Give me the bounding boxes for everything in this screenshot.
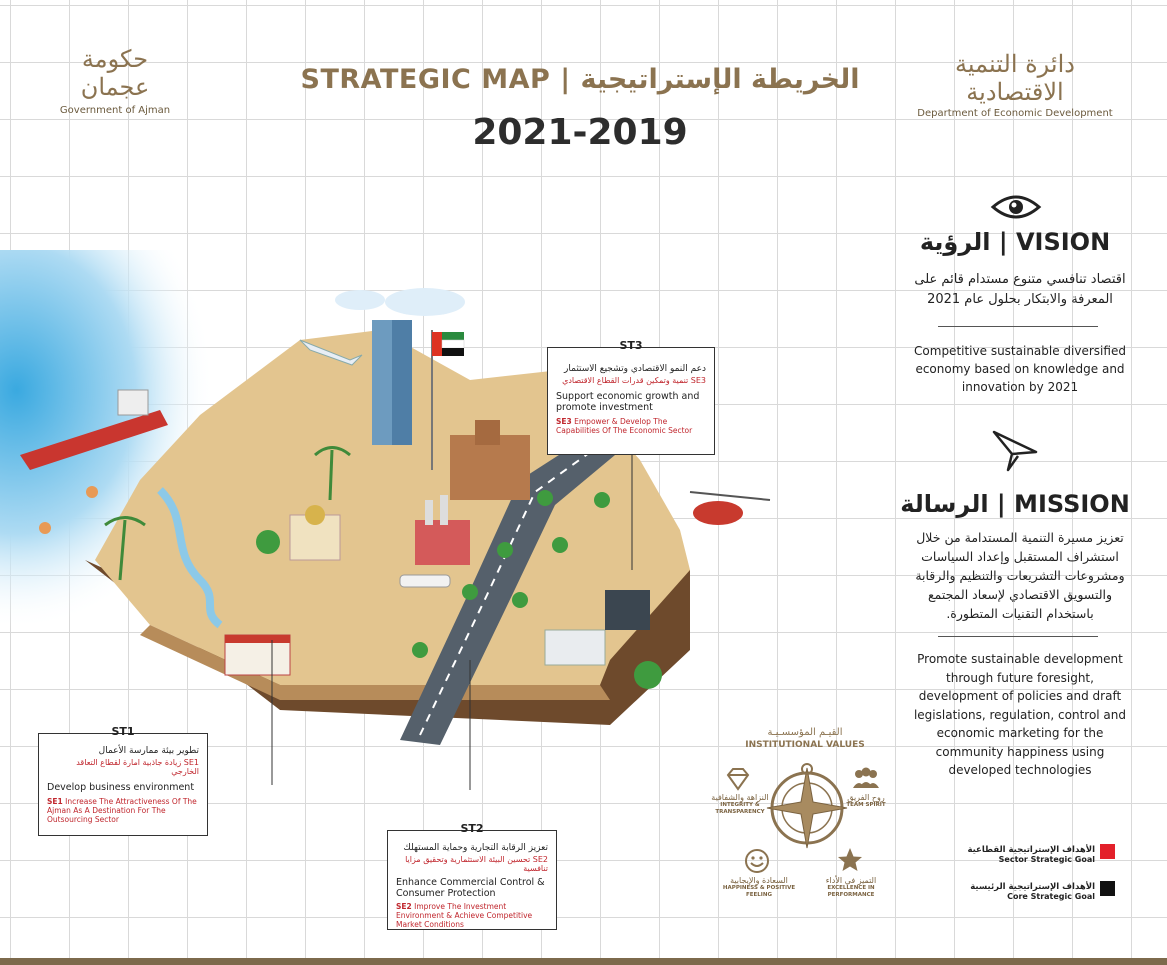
helicopter-rotor: [690, 492, 770, 500]
vision-title: الرؤية | VISION: [919, 228, 1111, 256]
diamond-icon: [725, 766, 751, 792]
st1-label: ST1: [111, 725, 135, 738]
value-team-spirit: [836, 793, 896, 809]
st2-se-ar: SE2 تحسين البيئة الاستثمارية وتحقيق مزايا تنافسية: [405, 855, 548, 873]
st3-se-text: Empower & Develop The Capabilities Of The Economic Sector: [556, 417, 693, 435]
st1-se-text: Increase The Attractiveness Of The Ajman As A Destination For The Outsourcing Sector: [47, 797, 197, 824]
mission-text-ar: تعزيز مسيرة التنمية المستدامة من خلال استشراف المستقبل وإعداد السياسات ومشروعات التشريعات والتنظيم والرقابة والتسويق الاقتصادي لإسعاد المجتمع باستخدام التقنيات المتطورة.: [915, 530, 1125, 621]
mission-text-en: Promote sustainable development through future foresight, development of policies and draft legislations, regulation, control and economic marketing for the community happiness using developed technologies: [913, 652, 1127, 777]
value-excellence-ar: التميز في الأداء: [825, 876, 877, 885]
legend-core-en: Core Strategic Goal: [1007, 892, 1095, 901]
buoy: [86, 486, 98, 498]
eye-icon: [990, 192, 1042, 222]
st2-se-text: Improve The Investment Environment & Achieve Competitive Market Conditions: [396, 902, 533, 929]
st2-label: ST2: [460, 822, 484, 835]
drone: [400, 575, 450, 587]
strategic-map-illustration: [0, 230, 900, 790]
paper-plane-icon: [990, 428, 1040, 473]
st3-en: Support economic growth and promote investment: [556, 391, 700, 413]
flag-red: [432, 332, 442, 356]
department-logo-en: Department of Economic Development: [917, 108, 1113, 119]
cloud: [335, 290, 385, 310]
st2-se-code: SE2: [396, 902, 412, 911]
mosque-dome: [305, 505, 325, 525]
mission-title: الرسالة | MISSION: [900, 490, 1130, 518]
ship-bridge: [118, 390, 148, 415]
power-plant: [605, 590, 650, 630]
mission-divider: [938, 636, 1098, 637]
legend-sector-swatch: [1100, 844, 1115, 859]
value-excellence-en: EXCELLENCE IN PERFORMANCE: [827, 885, 875, 898]
flag-white: [442, 340, 464, 348]
st2-goal-box: [387, 822, 557, 930]
st3-label: ST3: [619, 339, 643, 352]
legend-sector-en: Sector Strategic Goal: [998, 855, 1095, 864]
flag-green: [442, 332, 464, 340]
vision-text-en: Competitive sustainable diversified economy based on knowledge and innovation by 2021: [914, 344, 1126, 394]
st1-ar: تطوير بيئة ممارسة الأعمال: [98, 746, 199, 756]
chimney: [425, 500, 433, 525]
value-happiness: [722, 876, 796, 899]
legend-sector-ar: الأهداف الإستراتيجية القطاعية: [967, 845, 1095, 855]
value-integrity-en: INTEGRITY & TRANSPARENCY: [715, 802, 765, 815]
legend-core-ar: الأهداف الإستراتيجية الرئيسية: [970, 882, 1095, 892]
value-happiness-ar: السعادة والإيجابية: [730, 876, 788, 885]
page-years: 2021-2019: [472, 112, 688, 153]
team-icon: [852, 766, 880, 790]
warehouse: [545, 630, 605, 665]
values-title-en: INSTITUTIONAL VALUES: [745, 740, 865, 750]
st1-en: Develop business environment: [47, 782, 195, 793]
st3-se-code: SE3: [556, 417, 572, 426]
legend-core: [955, 882, 1095, 901]
st2-ar: تعزيز الرقابة التجارية وحماية المستهلك: [403, 843, 548, 853]
value-excellence: [816, 876, 886, 899]
vision-text-ar: اقتصاد تنافسي متنوع مستدام قائم على المعرفة والابتكار بحلول عام 2021: [914, 272, 1126, 307]
government-logo-en: Government of Ajman: [59, 105, 171, 116]
government-logo: [55, 45, 175, 116]
page-title: STRATEGIC MAP | الخريطة الإستراتيجية: [300, 64, 860, 95]
skyscraper-side: [392, 320, 412, 445]
department-logo-ar: دائرة التنمية الاقتصادية: [955, 50, 1075, 106]
legend-core-swatch: [1100, 881, 1115, 896]
buoy: [39, 522, 51, 534]
legend-sector: [955, 845, 1095, 864]
chimney: [440, 495, 448, 525]
cloud: [385, 288, 465, 316]
factory: [415, 520, 470, 565]
st2-en: Enhance Commercial Control & Consumer Protection: [396, 877, 545, 899]
value-integrity-ar: النزاهة والشفافية: [711, 793, 769, 802]
smile-icon: [744, 848, 770, 874]
st3-ar: دعم النمو الاقتصادي وتشجيع الاستثمار: [564, 364, 706, 374]
flag-black: [442, 348, 464, 356]
value-integrity: [705, 793, 775, 816]
value-team-ar: روح الفريق: [847, 793, 885, 802]
value-team-en: TEAM SPIRIT: [846, 802, 886, 808]
department-logo: [915, 50, 1115, 119]
st1-goal-box: [38, 725, 208, 836]
castle-tower: [475, 420, 500, 445]
st3-goal-box: [547, 339, 715, 455]
shop-awning: [225, 635, 290, 643]
bottom-bar: [0, 958, 1167, 965]
vision-divider: [938, 326, 1098, 327]
star-icon: [837, 847, 863, 873]
st3-se-ar: SE3 تنمية وتمكين قدرات القطاع الاقتصادي: [562, 376, 706, 385]
helicopter: [693, 501, 743, 525]
values-title-ar: القيـم المؤسسـيـة: [767, 727, 843, 738]
st1-se-code: SE1: [47, 797, 63, 806]
value-happiness-en: HAPPINESS & POSITIVE FEELING: [722, 885, 796, 898]
government-logo-ar: حكومة عجمان: [80, 45, 150, 101]
st1-se-ar: SE1 زيادة جاذبية امارة لقطاع التعاقد الخارجي: [76, 758, 199, 776]
